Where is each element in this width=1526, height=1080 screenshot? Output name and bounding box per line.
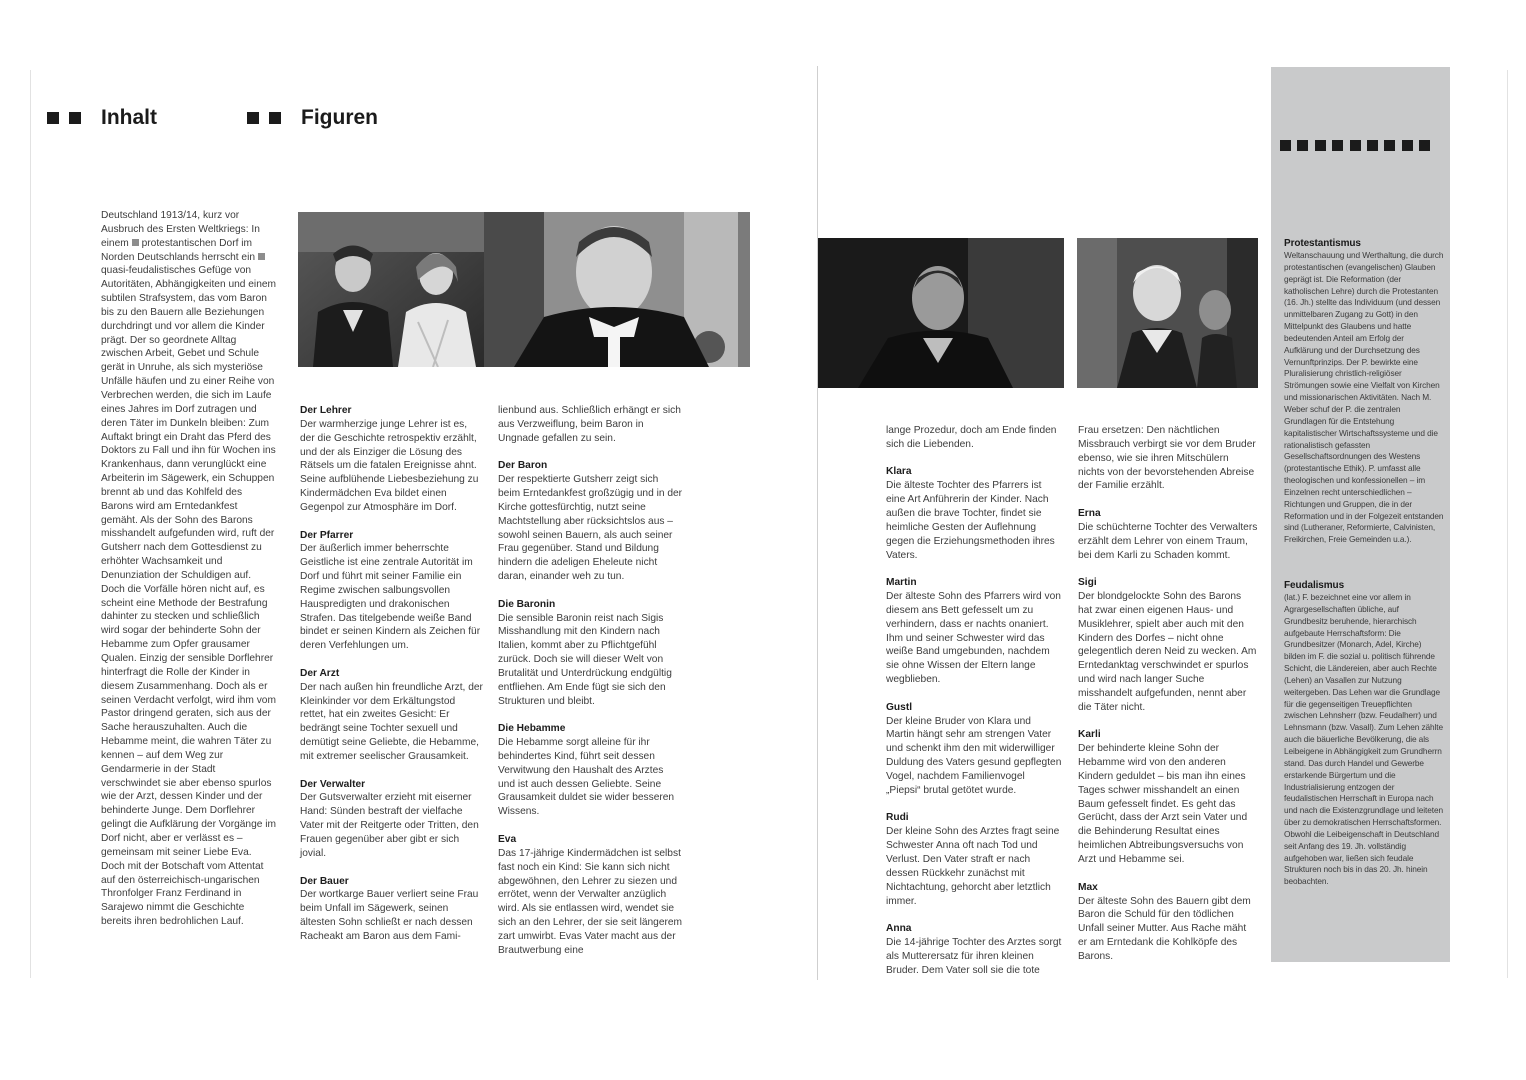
sidebar-square-row (1280, 140, 1430, 151)
figure-entry (498, 598, 683, 709)
figure-description: Der nach außen hin freundliche Arzt, der Kleinkinder vor dem Erkältungstod rettet, hat ein zweites Gesicht: Er bedrängt seine Tochter sexuell und demütigt seine Geliebte, die Hebamme, mit extremer seelischer Grausamkeit. (300, 681, 483, 762)
square-icon (1402, 140, 1413, 151)
figure-description: Der warmherzige junge Lehrer ist es, der die Geschichte retrospektiv erzählt, und der als Einziger die Lösung des Rätsels um die fatalen Ereignisse ahnt. Seine aufblühende Liebesbeziehung zu Kindermädchen Eva bildet einen Gegenpol zur Atmosphäre im Dorf. (300, 418, 479, 513)
page-gutter (817, 66, 818, 980)
figure-entry (300, 778, 483, 861)
figure-description: lange Prozedur, doch am Ende finden sich die Liebenden. (886, 425, 1057, 450)
glossary-protestantismus (1284, 238, 1444, 546)
figuren-column-1 (300, 404, 483, 958)
square-icon (1419, 140, 1430, 151)
heading-figuren-label: Figuren (301, 106, 378, 129)
figure-name: Max (1078, 881, 1098, 893)
heading-inhalt (47, 106, 157, 130)
square-icon (1315, 140, 1326, 151)
photo-father (818, 238, 1064, 388)
figure-name: Der Baron (498, 460, 548, 472)
figure-description: Der älteste Sohn des Bauern gibt dem Baron die Schuld für den tödlichen Unfall seiner Mutter. Aus Rache mäht er am Erntedank die Kohlköpfe des Barons. (1078, 895, 1251, 962)
figure-entry (1078, 576, 1258, 714)
figure-description: Der behinderte kleine Sohn der Hebamme wird von den anderen Kindern geduldet – bis man ihn eines Tages schwer misshandelt an einen Baum gefesselt findet. Es geht das Gerücht, dass der Arzt sein Vater und die Behinderung Resultat eines heimlichen Abtreibungsversuchs von Arzt und Hebamme sei. (1078, 743, 1248, 866)
figure-description: Die schüchterne Tochter des Verwalters erzählt dem Lehrer von einem Traum, bei dem Karli zu Schaden kommt. (1078, 521, 1258, 561)
square-icon (1384, 140, 1395, 151)
glossary-definition: (lat.) F. bezeichnet eine vor allem in Agrargesellschaften übliche, auf Grundbesitz beruhende, hierarchisch aufgebaute Herrschaftsform: Die Grundbesitzer (Monarch, Adel, Kirche) bilden im F. die sozial u. politisch führende Schicht, die Ländereien, aber auch Rechte (Lehen) an Vasallen zur Nutzung weitergeben. Das Lehen war die Grundlage für die gegenseitigen Treuepflichten zwischen Lehnsherr (bzw. Feudalherr) und Lehnsmann (bzw. Vasall). Zum Lehen zählte auch die bäuerliche Bevölkerung, die als Leibeigene in Abhängigkeit zum Grundherrn stand. Das durch Handel und Gewerbe erstarkende Bürgertum und die Industrialisierung entzogen der feudalistischen Herrschaft in Europa nach und nach die Existenzgrundlage und leiteten über zu demokratischen Herrschaftsformen. Obwohl die Leibeigenschaft in Deutschland seit Anfang des 19. Jh. vollständig aufgehoben war, ließen sich feudale Strukturen noch bis in das 20. Jh. hinein beobachten. (1284, 592, 1444, 887)
figure-entry (498, 722, 683, 819)
figure-entry (300, 529, 483, 654)
figure-entry (1078, 424, 1258, 493)
figure-name: Der Verwalter (300, 778, 366, 790)
square-icon (269, 112, 281, 124)
figure-entry (886, 576, 1062, 687)
figure-description: lienbund aus. Schließlich erhängt er sich aus Verzweiflung, beim Baron in Ungnade gefallen zu sein. (498, 405, 681, 444)
photo-pfarrer (484, 212, 750, 367)
figure-name: Die Baronin (498, 598, 556, 610)
square-icon (1297, 140, 1308, 151)
square-icon (1367, 140, 1378, 151)
figure-description: Der Gutsverwalter erzieht mit eiserner Hand: Sünden bestraft der vielfache Vater mit der Reitgerte oder Tritten, den Frauen gegenüber aber gibt er sich jovial. (300, 792, 479, 859)
heading-inhalt-label: Inhalt (101, 106, 157, 129)
figure-entry (300, 667, 483, 764)
figure-description: Die 14-jährige Tochter des Arztes sorgt als Mutterersatz für ihren kleinen Bruder. Dem Vater soll sie die tote (886, 936, 1062, 976)
glossary-marker-icon (258, 253, 265, 260)
figure-description: Die Hebamme sorgt alleine für ihr behindertes Kind, führt seit dessen Verwitwung den Haushalt des Arztes und ist auch dessen Geliebte. Seine Grausamkeit duldet sie wider besseren Wissens. (498, 737, 675, 818)
figure-name: Erna (1078, 508, 1101, 520)
figure-name: Rudi (886, 812, 909, 824)
figure-name: Karli (1078, 729, 1101, 741)
square-icon (69, 112, 81, 124)
figure-name: Anna (886, 923, 912, 935)
page-edge-left (30, 70, 31, 978)
figure-entry (1078, 881, 1258, 964)
glossary-marker-icon (132, 239, 139, 246)
figure-entry (300, 404, 483, 515)
figure-description: Die sensible Baronin reist nach Sigis Misshandlung mit den Kindern nach Italien, kommt aber zu Pflichtgefühl zurück. Doch sie will dieser Welt von Brutalität und Unterdrückung endgültig entfliehen. Am Ende fügt sie sich den Strukturen und bleibt. (498, 612, 672, 707)
figure-description: Der äußerlich immer beherrschte Geistliche ist eine zentrale Autorität im Dorf und führt mit seiner Familie ein Regime zwischen salbungsvollen Hauspredigten und drakonischen Strafen. Das titelgebende weiße Band bindet er seinen Kindern als Zeichen für deren Verfehlungen um. (300, 543, 481, 652)
figure-entry (886, 922, 1062, 977)
glossary-definition: Weltanschauung und Werthaltung, die durch protestantischen (evangelischen) Glauben geprägt ist. Die Reformation (der katholischen Lehre) durch die Protestanten (16. Jh.) stellte das Individuum (und dessen unmittelbaren Zugang zu Gott) in den Mittelpunkt des Glaubens und hatte bedeutenden Anteil am Erfolg der Aufklärung und der Durchsetzung des Vernunftprinzips. Der P. bewirkte eine Pluralisierung christlich-religiöser Strömungen sowie eine Vielfalt von Kirchen und missionarischen Aktivitäten. Nach M. Weber schuf der P. die zentralen Grundlagen für die Entstehung kapitalistischer Wirtschaftssysteme und die rationalistisch gefassten Gesellschaftsordnungen des Westens (protestantische Ethik). P. umfasst alle theologischen und konfessionellen – im Einzelnen recht unterschiedlichen – Richtungen und Gruppen, die in der Reformation und in der Folgezeit entstanden sind (Lutheraner, Reformierte, Calvinisten, Freikirchen, Freie Gemeinden u.a.). (1284, 250, 1444, 545)
figure-description: Der respektierte Gutsherr zeigt sich beim Erntedankfest großzügig und in der Kirche gottesfürchtig, nutzt seine Machtstellung aber rücksichtslos aus – sowohl seinen Bauern, als auch seiner Frau gegenüber. Stand und Bildung hindern die adeligen Eheleute nicht daran, einander weh zu tun. (498, 474, 683, 583)
figure-description: Der kleine Sohn des Arztes fragt seine Schwester Anna oft nach Tod und Verlust. Den Vater straft er nach dessen Rückkehr zunächst mit Nichtachtung, gehorcht aber letztlich immer. (886, 826, 1060, 907)
square-icon (1332, 140, 1343, 151)
figure-entry (886, 465, 1062, 562)
inhalt-text (101, 209, 277, 929)
figure-description: Der blondgelockte Sohn des Barons hat zwar einen eigenen Haus- und Musiklehrer, spielt aber auch mit den Kindern des Dorfes – nicht ohne gelegentlich deren Neid zu wecken. Am Erntedanktag verschwindet er spurlos und wird nach langer Suche misshandelt aufgefunden, nennt aber die Täter nicht. (1078, 591, 1257, 713)
square-icon (1280, 140, 1291, 151)
figure-entry (886, 811, 1062, 908)
figure-description: Die älteste Tochter des Pfarrers ist eine Art Anführerin der Kinder. Nach außen die brave Tochter, findet sie heimliche Gesten der Auflehnung gegen die Erziehungsmethoden ihres Vaters. (886, 480, 1055, 561)
figure-name: Sigi (1078, 577, 1097, 589)
figure-entry (300, 875, 483, 944)
figure-name: Der Bauer (300, 875, 349, 887)
figure-name: Der Arzt (300, 667, 340, 679)
inhalt-part-1: Deutschland 1913/14, kurz vor Ausbruch des Ersten Weltkriegs: In einem (101, 210, 260, 249)
photo-lehrer-eva (298, 212, 484, 367)
inhalt-part-2: protestantischen Dorf im Norden Deutschlands herrscht ein (101, 237, 256, 263)
figure-entry (498, 833, 683, 958)
figure-entry (886, 701, 1062, 798)
figure-description: Das 17-jährige Kindermädchen ist selbst fast noch ein Kind: Sie kann sich nicht abgewöhnen, den Lehrer zu siezen und errötet, wenn der Verwalter anzüglich wird. Als sie entlassen wird, wendet sie sich an den Lehrer, der sie seit längerem zart umwirbt. Evas Vater macht aus der Brautwerbung eine (498, 847, 683, 956)
square-icon (1350, 140, 1361, 151)
figure-name: Die Hebamme (498, 723, 566, 735)
page-edge-right (1507, 70, 1508, 978)
glossary-term: Feudalismus (1284, 580, 1345, 591)
figure-name: Eva (498, 833, 517, 845)
figure-name: Gustl (886, 701, 913, 713)
glossary-feudalismus (1284, 580, 1444, 888)
figure-entry (498, 404, 683, 446)
glossary-term: Protestantismus (1284, 238, 1361, 249)
figure-description: Frau ersetzen: Den nächtlichen Missbrauch verbirgt sie vor dem Bruder ebenso, wie sie ihren Mitschülern nichts von der bevorstehenden Abreise der Familie erzählt. (1078, 425, 1256, 492)
photo-children (1077, 238, 1258, 388)
figure-description: Der kleine Bruder von Klara und Martin hängt sehr am strengen Vater und schenkt ihm den mit widerwilliger Duldung des Vaters gesund gepflegten Vogel, nachdem Familienvogel „Piepsi“ brutal getötet wurde. (886, 715, 1062, 796)
figure-name: Der Lehrer (300, 405, 352, 416)
figure-name: Klara (886, 466, 912, 478)
figure-description: Der wortkarge Bauer verliert seine Frau beim Unfall im Sägewerk, seinen ältesten Sohn schließt er nach dessen Racheakt am Baron aus dem Fami- (300, 889, 479, 942)
heading-figuren (247, 106, 378, 130)
figuren-column-3 (886, 424, 1062, 991)
figure-entry (1078, 507, 1258, 562)
square-icon (47, 112, 59, 124)
figure-entry (1078, 728, 1258, 866)
figure-description: Der älteste Sohn des Pfarrers wird von diesem ans Bett gefesselt um zu verhindern, dass er nachts onaniert. Ihm und seiner Schwester wird das weiße Band umgebunden, nachdem sie ohne Wissen der Eltern lange wegblieben. (886, 591, 1061, 686)
figure-name: Der Pfarrer (300, 529, 354, 541)
figuren-column-2 (498, 404, 683, 971)
figuren-column-4 (1078, 424, 1258, 978)
figure-entry (886, 424, 1062, 452)
figure-name: Martin (886, 577, 917, 589)
inhalt-part-3: quasi-feudalistisches Gefüge von Autoritäten, Abhängigkeiten und einem subtilen Strafsystem, das vom Baron bis zu den Bauern alle Beziehungen durchdringt und vor allem die Kinder prägt. Der so geordnete Alltag zwischen Arbeit, Gebet und Schule gerät in Unruhe, als sich mysteriöse Unfälle häufen und zu einer Reihe von Verbrechen werden, die sich im Laufe eines Jahres im Dorf zutragen und deren Täter im Dunkeln bleiben: Zum Auftakt bringt ein Draht das Pferd des Doktors zu Fall und ihn für Wochen ins Krankenhaus, dann verunglückt eine Arbeiterin im Sägewerk, ein Schuppen brennt ab und das Kohlfeld des Barons wird am Erntedankfest gemäht. Als der Sohn des Barons misshandelt aufgefunden wird, ruft der Gutsherr nach dem Gottesdienst zu erhöhter Wachsamkeit und Denunziation der Schuldigen auf. Doch die Vorfälle hören nicht auf, es scheint eine Methode der Bestrafung dahinter zu stecken und schließlich wird sogar der behinderte Sohn der Hebamme zum Opfer grausamer Qualen. Einzig der sensible Dorflehrer hinterfragt die Rolle der Kinder in diesem Zusammenhang. Doch als er seinen Verdacht verfolgt, wird ihm vom Pastor dringend geraten, sich aus der Sache herauszuhalten. Auch die Hebamme meint, die wahren Täter zu kennen – auf dem Weg zur Gendarmerie in der Stadt verschwindet sie aber ebenso spurlos wie der Arzt, dessen Kinder und der behinderte Junge. Dem Dorflehrer gelingt die Aufklärung der Vorgänge im Dorf nicht, aber er verlässt es – gemeinsam mit seiner Liebe Eva. Doch mit der Botschaft vom Attentat auf den österreichisch-ungarischen Thronfolger Franz Ferdinand in Sarajewo nimmt die Geschichte bereits ihren bedrohlichen Lauf. (101, 265, 277, 928)
figure-entry (498, 459, 683, 584)
square-icon (247, 112, 259, 124)
